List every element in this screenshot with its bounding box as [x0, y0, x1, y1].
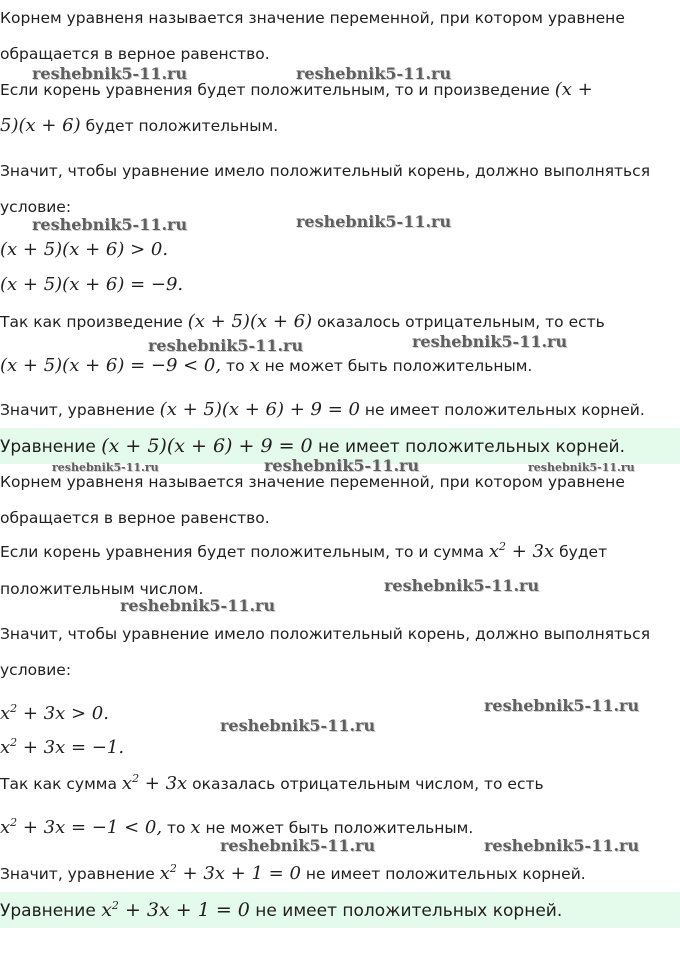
negative-sum-line: Так как сумма $x^2 + 3x$ оказалась отрицательным числом, то есть [0, 772, 544, 794]
equation: (x + 5)(x + 6) = −9. [0, 274, 184, 295]
conclusion-line: Значит, уравнение (x + 5)(x + 6) + 9 = 0 не имеет положительных корней. [0, 399, 645, 420]
definition-line-1: Корнем уравненя называется значение переменной, при котором уравнене [0, 9, 625, 27]
condition-line-2-b: условие: [0, 661, 72, 679]
definition-line-2: обращается в верное равенство. [0, 45, 270, 63]
watermark: reshebnik5-11.ru [220, 716, 376, 735]
watermark: reshebnik5-11.ru [148, 336, 304, 355]
answer-line-2: Уравнение $x^2 + 3x + 1 = 0$ не имеет положительных корней. [0, 899, 563, 921]
definition-line-1-b: Корнем уравненя называется значение переменной, при котором уравнене [0, 473, 625, 491]
watermark: reshebnik5-11.ru [528, 461, 635, 474]
definition-line-2-b: обращается в верное равенство. [0, 509, 270, 527]
inequality: (x + 5)(x + 6) > 0. [0, 239, 169, 260]
watermark: reshebnik5-11.ru [296, 212, 452, 231]
watermark: reshebnik5-11.ru [264, 456, 420, 475]
conclusion-line-b: Значит, уравнение $x^2 + 3x + 1 = 0$ не имеет положительных корней. [0, 862, 586, 884]
condition-line-1-b: Значит, чтобы уравнение имело положительный корень, должно выполняться [0, 625, 651, 643]
condition-line-1: Значит, чтобы уравнение имело положительный корень, должно выполняться [0, 162, 651, 180]
positive-root-line-1: Если корень уравнения будет положительным, то и произведение (x + [0, 79, 593, 100]
condition-line-2: условие: [0, 198, 72, 216]
negative-sum-conclusion: $x^2 + 3x = -1 < 0$, то x не может быть положительным. [0, 816, 474, 838]
watermark: reshebnik5-11.ru [32, 215, 188, 234]
watermark: reshebnik5-11.ru [484, 836, 640, 855]
positive-sum-line-2: положительным числом. [0, 580, 204, 598]
inequality-b: $x^2 + 3x > 0$. [0, 702, 109, 724]
watermark: reshebnik5-11.ru [32, 64, 188, 83]
watermark: reshebnik5-11.ru [296, 64, 452, 83]
negative-product-line: Так как произведение (x + 5)(x + 6) оказалось отрицательным, то есть [0, 311, 605, 332]
watermark: reshebnik5-11.ru [412, 332, 568, 351]
watermark: reshebnik5-11.ru [384, 576, 540, 595]
positive-sum-line-1: Если корень уравнения будет положительным, то и сумма $x^2 + 3x$ будет [0, 540, 608, 562]
watermark: reshebnik5-11.ru [220, 836, 376, 855]
negative-product-conclusion: (x + 5)(x + 6) = −9 < 0, то x не может быть положительным. [0, 355, 533, 376]
positive-root-line-2: 5)(x + 6) будет положительным. [0, 115, 279, 136]
watermark: reshebnik5-11.ru [484, 696, 640, 715]
watermark: reshebnik5-11.ru [120, 596, 276, 615]
answer-line-1: Уравнение (x + 5)(x + 6) + 9 = 0 не имеет положительных корней. [0, 435, 625, 457]
watermark: reshebnik5-11.ru [52, 461, 159, 474]
equation-b: $x^2 + 3x = -1$. [0, 736, 125, 758]
